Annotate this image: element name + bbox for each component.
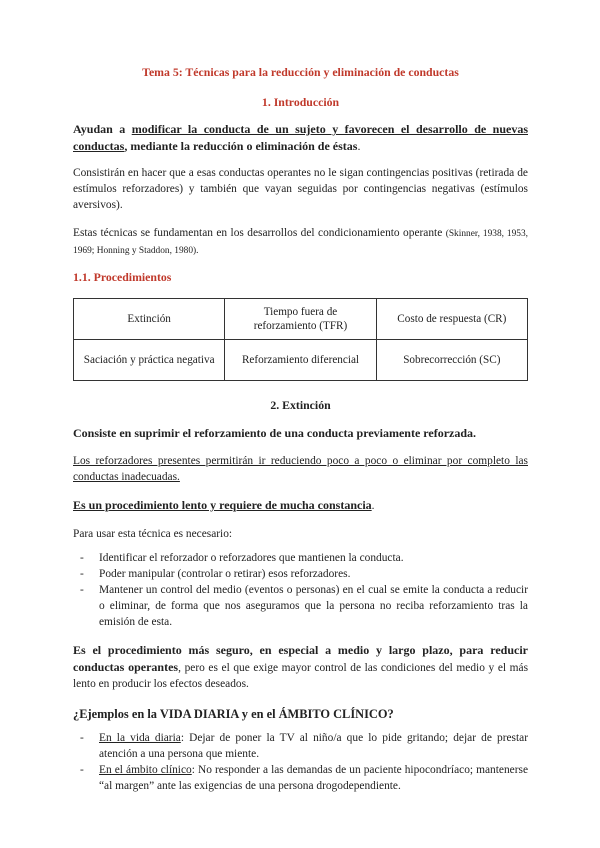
table-cell: Extinción	[74, 299, 225, 340]
table-cell: Tiempo fuera de reforzamiento (TFR)	[225, 299, 376, 340]
table-row	[74, 340, 528, 381]
requirements-list	[73, 550, 528, 630]
example-label: En el ámbito clínico	[99, 764, 192, 776]
examples-heading: ¿Ejemplos en la VIDA DIARIA y en el ÁMBITO CLÍNICO?	[73, 707, 394, 721]
list-item	[73, 762, 528, 794]
intro-paragraph-2	[73, 225, 528, 259]
intro-p2-citation: (Skinner, 1938, 1953, 1969; Honning y Staddon, 1980).	[73, 229, 528, 256]
procedures-heading: 1.1. Procedimientos	[73, 270, 172, 284]
ext-p4-bold: Es el procedimiento más seguro, en especial a medio y largo plazo, para reducir conductas operantes	[73, 643, 528, 674]
intro-lead	[73, 121, 528, 155]
extinction-paragraph-2	[73, 497, 528, 514]
intro-lead-c: , mediante la reducción o eliminación de éstas	[124, 139, 358, 153]
intro-p2-main: Estas técnicas se fundamentan en los desarrollos del condicionamiento operante	[73, 227, 446, 239]
intro-paragraph-1: Consistirán en hacer que a esas conductas operantes no le sigan contingencias positivas (retirada de estímulos reforzadores) y también que vayan seguidas por contingencias negativas (estímulos aversivos).	[73, 167, 528, 211]
extinction-paragraph-3: Para usar esta técnica es necesario:	[73, 528, 233, 540]
list-item	[73, 730, 528, 762]
intro-lead-d: .	[357, 139, 361, 153]
table-cell: Costo de respuesta (CR)	[376, 299, 527, 340]
example-text: : No responder a las demandas de un paciente hipocondríaco; mantenerse “al margen” ante las exigencias de una persona drogodependiente.	[99, 764, 528, 792]
example-text: : Dejar de poner la TV al niño/a que lo pide gritando; dejar de prestar atención a una persona que miente.	[99, 732, 528, 760]
intro-heading: 1. Introducción	[261, 95, 340, 109]
example-label: En la vida diaria	[99, 732, 181, 744]
table-row	[74, 299, 528, 340]
list-item: - Mantener un control del medio (eventos o personas) en el cual se emite la conducta a reducir o eliminar, de forma que nos aseguramos que la persona no reciba reforzamiento tras la emisión de esta.	[73, 582, 528, 630]
extinction-paragraph-4	[73, 642, 528, 692]
document-title: Tema 5: Técnicas para la reducción y eliminación de conductas	[142, 65, 459, 79]
document-page	[73, 64, 528, 794]
intro-lead-b: modificar la conducta de un sujeto y favorecen el desarrollo de nuevas conductas	[73, 122, 528, 153]
table-cell: Reforzamiento diferencial	[225, 340, 376, 381]
ext-p2-end: .	[371, 500, 375, 512]
list-item: - Poder manipular (controlar o retirar) esos reforzadores.	[73, 566, 528, 582]
ext-p4-rest: , pero es el que exige mayor control de las condiciones del medio y el más lento en producir los efectos deseados.	[73, 662, 528, 690]
examples-list	[73, 730, 528, 794]
extinction-heading: 2. Extinción	[270, 398, 331, 412]
intro-lead-a: Ayudan a	[73, 122, 132, 136]
extinction-paragraph-1: Los reforzadores presentes permitirán ir reduciendo poco a poco o eliminar por completo las conductas inadecuadas.	[73, 455, 528, 483]
table-cell: Saciación y práctica negativa	[74, 340, 225, 381]
table-cell: Sobrecorrección (SC)	[376, 340, 527, 381]
procedures-table	[73, 298, 528, 381]
ext-p2-main: Es un procedimiento lento y requiere de mucha constancia	[73, 498, 372, 512]
extinction-definition: Consiste en suprimir el reforzamiento de una conducta previamente reforzada.	[73, 426, 477, 440]
list-item: - Identificar el reforzador o reforzadores que mantienen la conducta.	[73, 550, 528, 566]
